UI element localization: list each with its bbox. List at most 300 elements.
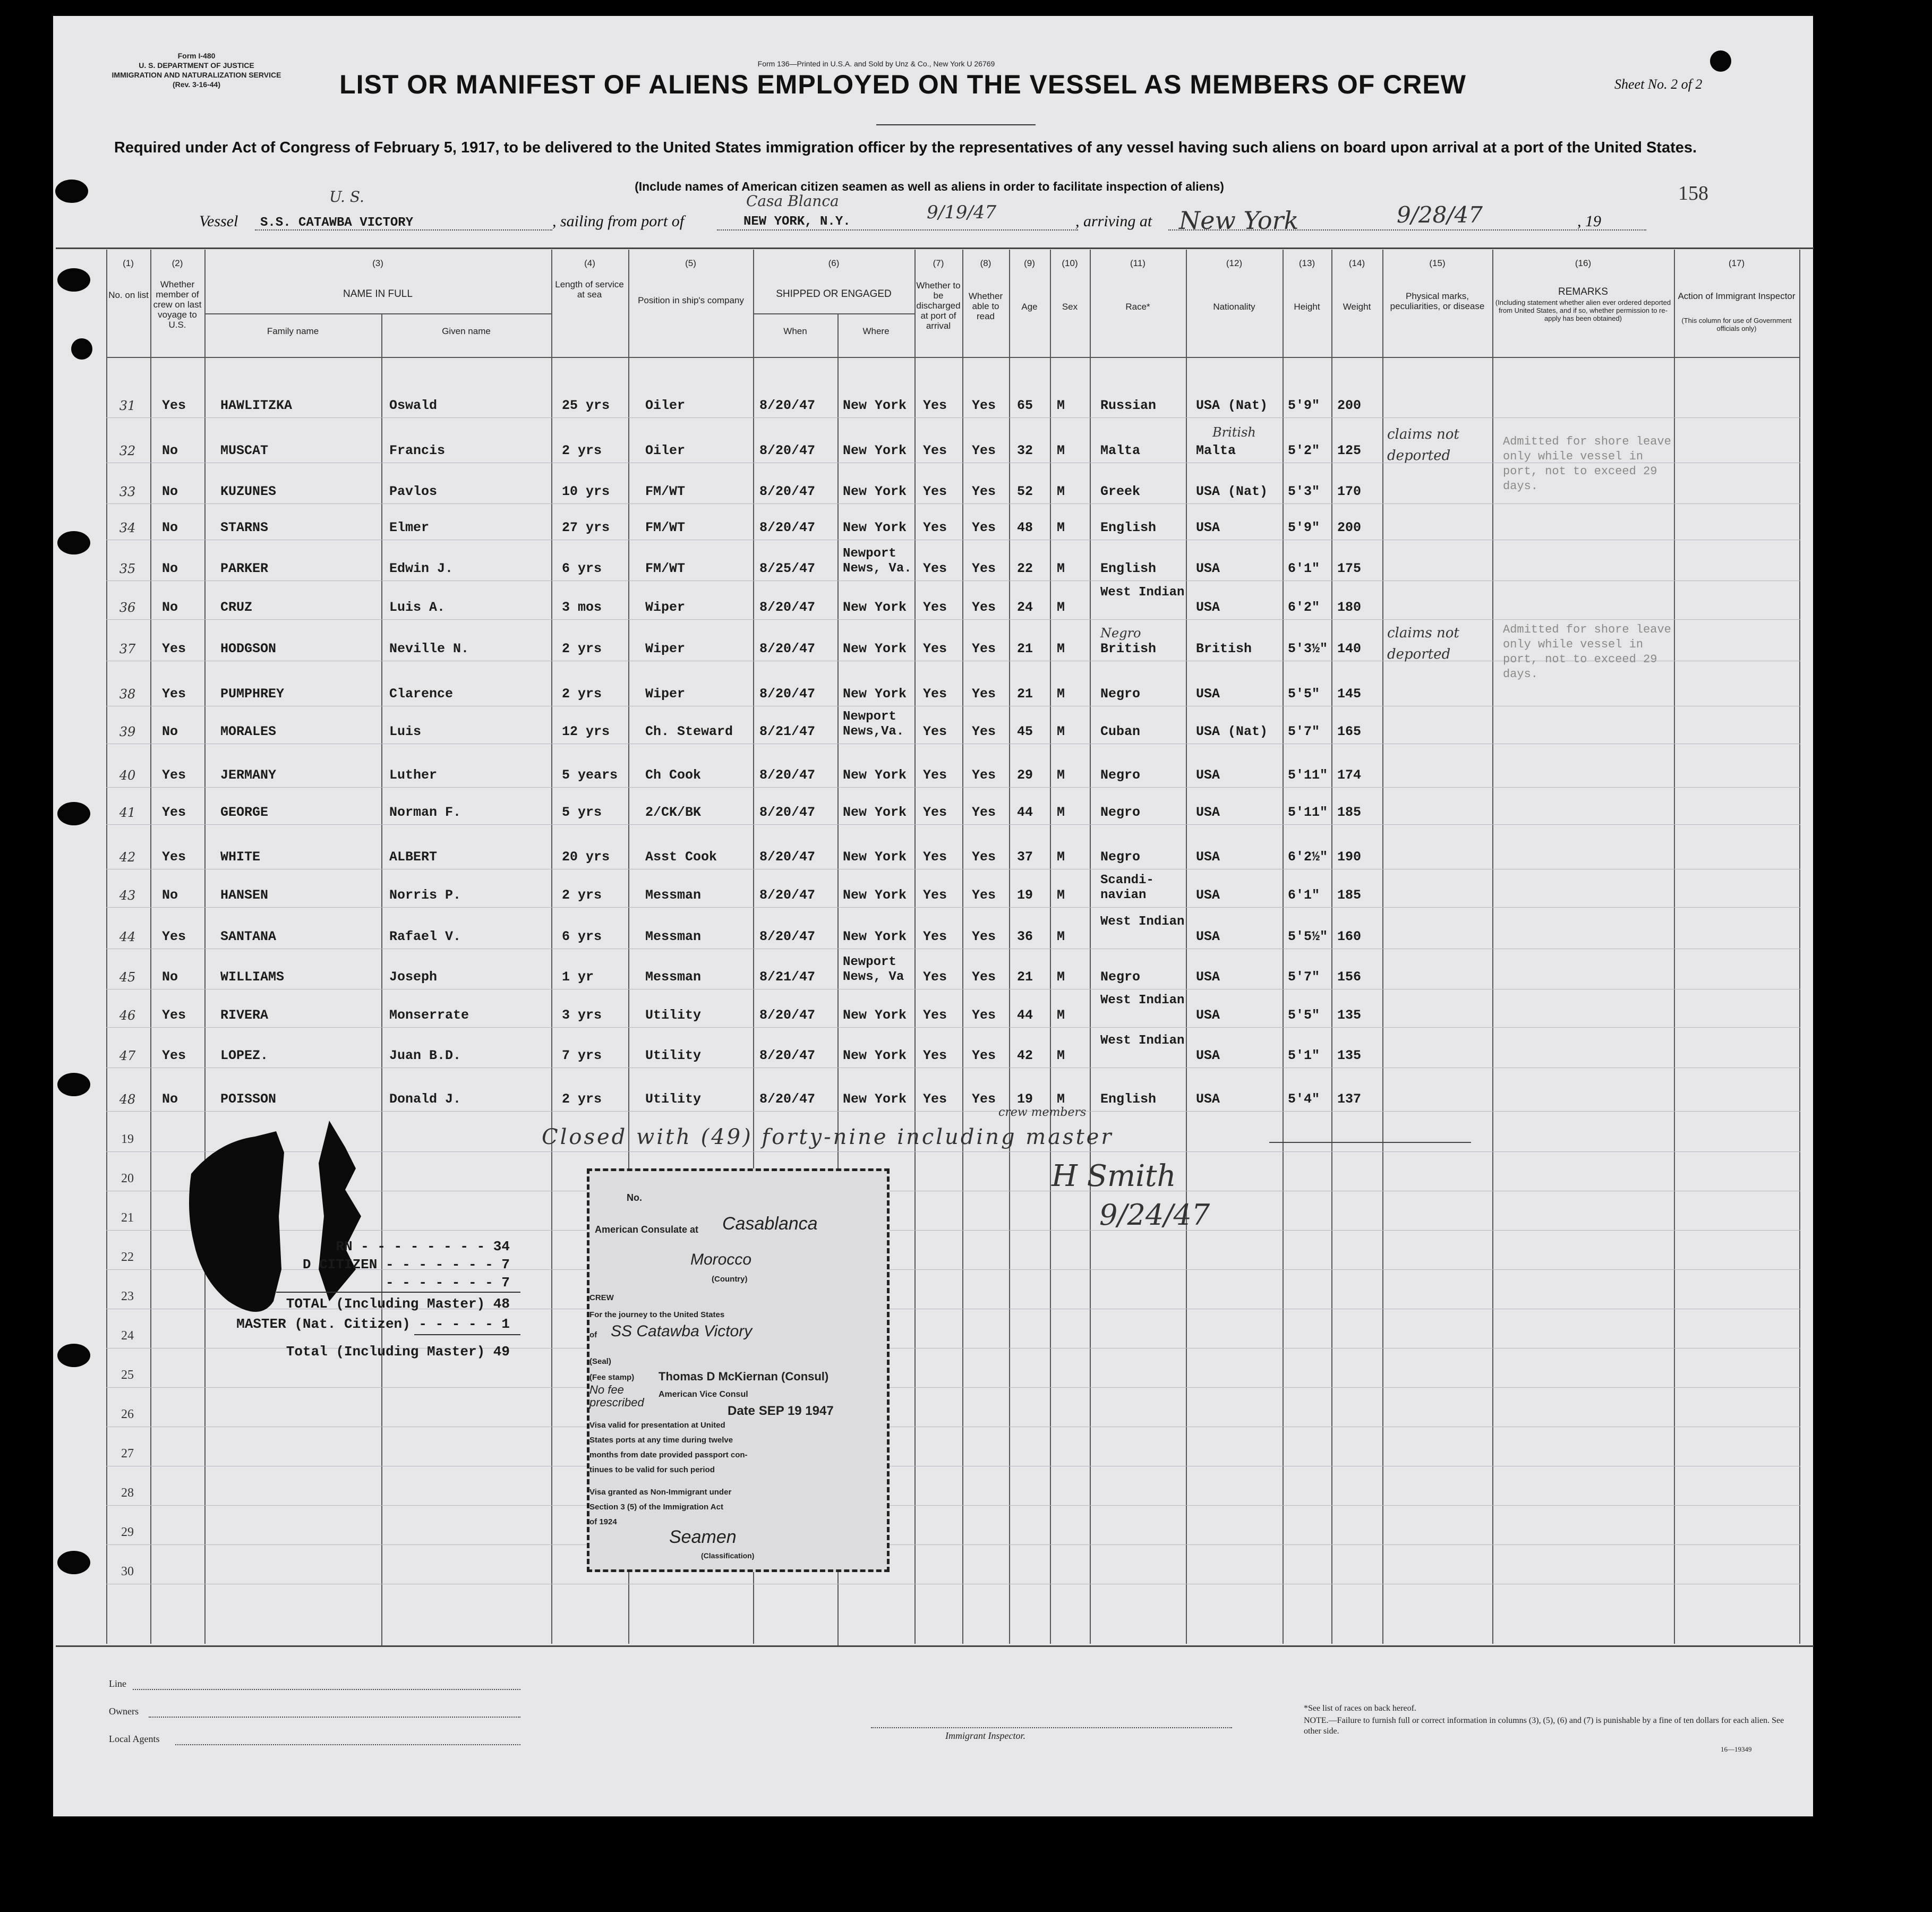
- blank-row-number: 19: [121, 1132, 134, 1146]
- title-rule: [876, 124, 1036, 125]
- remarks-hw-2: claims not deported: [1387, 625, 1459, 662]
- row-age: 37: [1017, 849, 1033, 865]
- row-family-name: WHITE: [220, 849, 261, 865]
- row-height: 5'3½": [1288, 641, 1328, 656]
- row-crew-last-voyage: Yes: [162, 929, 186, 944]
- row-number: 39: [119, 724, 136, 739]
- colnum: (10): [1062, 258, 1078, 268]
- colnum: (16): [1575, 258, 1592, 268]
- row-height: 5'3": [1288, 484, 1320, 499]
- include-note: (Include names of American citizen seamen as well as aliens in order to facilitate inspection of aliens): [635, 180, 1224, 193]
- row-shipped-when: 8/20/47: [759, 887, 816, 903]
- totals-rule: [414, 1334, 520, 1335]
- row-discharged: Yes: [923, 561, 947, 576]
- row-shipped-where: Newport News, Va: [843, 955, 904, 984]
- row-crew-last-voyage: No: [162, 561, 178, 576]
- row-shipped-when: 8/21/47: [759, 724, 816, 739]
- row-weight: 200: [1337, 520, 1362, 535]
- row-height: 5'5": [1288, 1008, 1320, 1023]
- row-discharged: Yes: [923, 849, 947, 865]
- row-number: 32: [119, 443, 136, 458]
- col-divider: [1799, 250, 1800, 1644]
- colnum: (7): [933, 258, 944, 268]
- row-sex: M: [1057, 520, 1065, 535]
- punch-hole: [71, 338, 92, 360]
- shipped-subrule: [753, 313, 914, 314]
- row-length-of-service: 2 yrs: [562, 1091, 602, 1107]
- col-divider: [1009, 250, 1010, 1644]
- colnum: (2): [172, 258, 183, 268]
- row-able-to-read: Yes: [972, 686, 996, 702]
- total-line-5: MASTER (Nat. Citizen) - - - - - 1: [236, 1316, 510, 1332]
- row-position: Oiler: [645, 398, 686, 413]
- row-sex: M: [1057, 969, 1065, 985]
- row-given-name: Luis A.: [389, 600, 446, 615]
- row-discharged: Yes: [923, 887, 947, 903]
- row-shipped-where: New York: [843, 398, 907, 413]
- punch-hole: [57, 1551, 90, 1574]
- punch-hole: [57, 531, 90, 554]
- row-family-name: PARKER: [220, 561, 269, 576]
- total-line-3: - - - - - - - 7: [385, 1275, 510, 1291]
- row-nationality: USA: [1196, 1008, 1220, 1023]
- row-able-to-read: Yes: [972, 849, 996, 865]
- hodgson-race-hw: Negro: [1100, 626, 1141, 641]
- vessel-name: S.S. CATAWBA VICTORY: [260, 216, 414, 230]
- colnum: (14): [1348, 258, 1365, 268]
- row-given-name: Juan B.D.: [389, 1048, 461, 1063]
- row-number: 47: [119, 1048, 136, 1063]
- colnum: (8): [980, 258, 991, 268]
- row-crew-last-voyage: Yes: [162, 1048, 186, 1063]
- blank-row-number: 29: [121, 1525, 134, 1539]
- row-sex: M: [1057, 767, 1065, 783]
- row-sex: M: [1057, 849, 1065, 865]
- row-height: 5'5": [1288, 686, 1320, 702]
- row-sex: M: [1057, 887, 1065, 903]
- row-age: 21: [1017, 686, 1033, 702]
- row-height: 5'2": [1288, 443, 1320, 458]
- row-crew-last-voyage: Yes: [162, 398, 186, 413]
- hdr-position: Position in ship's company: [638, 295, 744, 305]
- row-discharged: Yes: [923, 520, 947, 535]
- row-family-name: WILLIAMS: [220, 969, 285, 985]
- blank-row-number: 28: [121, 1486, 134, 1500]
- stamp-granted-2: Section 3 (5) of the Immigration Act: [589, 1503, 723, 1512]
- row-discharged: Yes: [923, 805, 947, 820]
- col-divider: [962, 250, 963, 1644]
- hdr-remarks: REMARKS: [1558, 286, 1608, 297]
- col-divider: [1331, 250, 1332, 1644]
- colnum: (6): [828, 258, 840, 268]
- row-shipped-where: New York: [843, 484, 907, 499]
- hdr-physical-marks: Physical marks, peculiarities, or disease: [1390, 291, 1485, 311]
- row-length-of-service: 3 mos: [562, 600, 602, 615]
- row-family-name: MUSCAT: [220, 443, 269, 458]
- row-shipped-when: 8/20/47: [759, 767, 816, 783]
- blank-row-number: 22: [121, 1250, 134, 1264]
- row-weight: 125: [1337, 443, 1362, 458]
- row-shipped-when: 8/20/47: [759, 398, 816, 413]
- row-age: 22: [1017, 561, 1033, 576]
- stamp-country-hw: Morocco: [690, 1251, 752, 1268]
- footer-owners-label: Owners: [109, 1706, 139, 1717]
- row-family-name: HAWLITZKA: [220, 398, 293, 413]
- row-discharged: Yes: [923, 686, 947, 702]
- row-number: 34: [119, 520, 136, 535]
- row-number: 38: [119, 687, 136, 702]
- colnum: (1): [123, 258, 134, 268]
- punch-hole: [57, 802, 90, 825]
- row-number: 36: [119, 600, 136, 615]
- row-shipped-when: 8/20/47: [759, 443, 816, 458]
- row-age: 19: [1017, 887, 1033, 903]
- row-weight: 175: [1337, 561, 1362, 576]
- row-weight: 160: [1337, 929, 1362, 944]
- row-age: 52: [1017, 484, 1033, 499]
- row-race: Cuban: [1100, 724, 1141, 739]
- row-length-of-service: 6 yrs: [562, 929, 602, 944]
- year-label: , 19: [1577, 212, 1601, 230]
- row-sex: M: [1057, 600, 1065, 615]
- row-length-of-service: 6 yrs: [562, 561, 602, 576]
- row-length-of-service: 2 yrs: [562, 641, 602, 656]
- row-number: 43: [119, 888, 136, 903]
- totals-rule: [276, 1292, 520, 1293]
- signature-date: 9/24/47: [1099, 1198, 1210, 1232]
- row-able-to-read: Yes: [972, 398, 996, 413]
- row-rule: [106, 1027, 1800, 1028]
- row-crew-last-voyage: Yes: [162, 1008, 186, 1023]
- row-sex: M: [1057, 929, 1065, 944]
- row-discharged: Yes: [923, 600, 947, 615]
- stamp-vessel-hw: SS Catawba Victory: [611, 1322, 753, 1340]
- row-number: 31: [119, 398, 136, 413]
- row-weight: 156: [1337, 969, 1362, 985]
- punch-hole: [57, 268, 90, 292]
- row-shipped-where: Newport News,Va.: [843, 710, 904, 739]
- row-age: 42: [1017, 1048, 1033, 1063]
- row-height: 5'7": [1288, 724, 1320, 739]
- row-family-name: STARNS: [220, 520, 269, 535]
- row-shipped-when: 8/21/47: [759, 969, 816, 985]
- row-position: Utility: [645, 1048, 702, 1063]
- row-position: Asst Cook: [645, 849, 717, 865]
- row-shipped-when: 8/20/47: [759, 686, 816, 702]
- colnum: (3): [372, 258, 383, 268]
- row-number: 44: [119, 929, 136, 944]
- row-weight: 137: [1337, 1091, 1362, 1107]
- row-crew-last-voyage: No: [162, 484, 178, 499]
- row-rule: [106, 824, 1800, 825]
- row-rule: [106, 1505, 1800, 1506]
- hdr-name-in-full: NAME IN FULL: [343, 288, 413, 300]
- row-number: 37: [119, 642, 136, 656]
- row-height: 6'2": [1288, 600, 1320, 615]
- hdr-inspector-note: (This column for use of Government officials only): [1681, 317, 1792, 332]
- row-race: English: [1100, 1091, 1157, 1107]
- row-crew-last-voyage: No: [162, 520, 178, 535]
- row-race: West Indian: [1100, 585, 1185, 600]
- row-crew-last-voyage: Yes: [162, 805, 186, 820]
- arriving-port-hw: New York: [1179, 206, 1299, 235]
- hdr-height: Height: [1294, 302, 1320, 312]
- stamp-country: (Country): [712, 1275, 748, 1284]
- row-sex: M: [1057, 805, 1065, 820]
- row-nationality: USA (Nat): [1196, 398, 1268, 413]
- punch-hole: [1710, 50, 1731, 72]
- row-height: 6'1": [1288, 561, 1320, 576]
- row-length-of-service: 3 yrs: [562, 1008, 602, 1023]
- table-top-rule: [56, 247, 1814, 249]
- row-age: 24: [1017, 600, 1033, 615]
- row-number: 35: [119, 561, 136, 576]
- row-shipped-where: New York: [843, 520, 907, 535]
- row-rule: [106, 907, 1800, 908]
- remarks-stamp-1: Admitted for shore leave only while vessel in port, not to exceed 29 days.: [1503, 435, 1671, 493]
- blank-row-number: 25: [121, 1368, 134, 1382]
- row-position: FM/WT: [645, 561, 686, 576]
- sailing-port: NEW YORK, N.Y.: [743, 215, 851, 229]
- row-nationality: USA: [1196, 929, 1220, 944]
- footer-note: NOTE.—Failure to furnish full or correct information in columns (3), (5), (6) and (7) is punishable by a fine of ten dollars for each alien. See other side.: [1304, 1716, 1784, 1736]
- row-crew-last-voyage: No: [162, 724, 178, 739]
- colnum: (12): [1226, 258, 1243, 268]
- row-height: 5'7": [1288, 969, 1320, 985]
- row-able-to-read: Yes: [972, 484, 996, 499]
- row-shipped-when: 8/20/47: [759, 929, 816, 944]
- row-crew-last-voyage: Yes: [162, 641, 186, 656]
- row-race: Negro: [1100, 849, 1141, 865]
- row-sex: M: [1057, 1008, 1065, 1023]
- row-shipped-when: 8/20/47: [759, 849, 816, 865]
- row-shipped-when: 8/20/47: [759, 484, 816, 499]
- row-race: Negro: [1100, 686, 1141, 702]
- row-number: 42: [119, 850, 136, 865]
- row-sex: M: [1057, 1091, 1065, 1107]
- row-given-name: Norris P.: [389, 887, 461, 903]
- row-able-to-read: Yes: [972, 969, 996, 985]
- sailing-port-hw: Casa Blanca: [746, 192, 839, 210]
- stamp-crew: CREW: [589, 1293, 614, 1302]
- row-shipped-where: New York: [843, 600, 907, 615]
- colnum: (9): [1024, 258, 1035, 268]
- row-length-of-service: 5 years: [562, 767, 618, 783]
- row-position: Utility: [645, 1091, 702, 1107]
- row-given-name: Rafael V.: [389, 929, 461, 944]
- printer-line: Form 136—Printed in U.S.A. and Sold by Unz & Co., New York U 26769: [757, 59, 995, 68]
- row-given-name: Elmer: [389, 520, 430, 535]
- stamp-no: No.: [627, 1192, 642, 1203]
- row-age: 44: [1017, 805, 1033, 820]
- hdr-given-name: Given name: [442, 326, 491, 336]
- row-number: 41: [119, 805, 136, 820]
- row-nationality: USA: [1196, 849, 1220, 865]
- table-bottom-rule: [56, 1645, 1814, 1647]
- row-family-name: KUZUNES: [220, 484, 277, 499]
- row-rule: [106, 787, 1800, 788]
- col-divider: [551, 250, 552, 1644]
- stamp-date: Date SEP 19 1947: [728, 1404, 834, 1418]
- stamp-granted-3: of 1924: [589, 1517, 617, 1526]
- footer-agents-label: Local Agents: [109, 1734, 160, 1744]
- row-sex: M: [1057, 443, 1065, 458]
- row-weight: 135: [1337, 1008, 1362, 1023]
- row-sex: M: [1057, 398, 1065, 413]
- row-age: 44: [1017, 1008, 1033, 1023]
- col-divider: [1186, 250, 1187, 1644]
- stamp-consulate: American Consulate at: [595, 1224, 699, 1235]
- row-given-name: Neville N.: [389, 641, 469, 656]
- row-number: 45: [119, 970, 136, 985]
- stamp-valid-3: months from date provided passport con-: [589, 1450, 748, 1459]
- row-able-to-read: Yes: [972, 1048, 996, 1063]
- row-rule: [106, 1544, 1800, 1545]
- row-shipped-where: Newport News, Va.: [843, 547, 912, 576]
- row-length-of-service: 2 yrs: [562, 443, 602, 458]
- consular-visa-stamp: [587, 1168, 890, 1572]
- vessel-underline: [255, 229, 552, 231]
- row-age: 29: [1017, 767, 1033, 783]
- col-divider: [1283, 250, 1284, 1644]
- row-number: 46: [119, 1008, 136, 1023]
- row-rule: [106, 503, 1800, 504]
- stamp-journey: For the journey to the United States: [589, 1310, 725, 1319]
- row-nationality: USA: [1196, 1048, 1220, 1063]
- stamp-fee: (Fee stamp): [589, 1373, 635, 1382]
- colnum: (17): [1728, 258, 1745, 268]
- row-sex: M: [1057, 1048, 1065, 1063]
- row-able-to-read: Yes: [972, 887, 996, 903]
- inspector-signature: H Smith: [1052, 1159, 1176, 1193]
- colnum: (13): [1298, 258, 1315, 268]
- row-given-name: Donald J.: [389, 1091, 461, 1107]
- header-bottom-rule: [106, 357, 1800, 358]
- row-nationality: USA: [1196, 887, 1220, 903]
- row-able-to-read: Yes: [972, 1091, 996, 1107]
- row-length-of-service: 20 yrs: [562, 849, 610, 865]
- row-height: 5'11": [1288, 805, 1328, 820]
- remarks-stamp-2: Admitted for shore leave only while vessel in port, not to exceed 29 days.: [1503, 623, 1671, 681]
- sailing-date-hw: 9/19/47: [927, 202, 997, 223]
- closing-note-hw: Closed with (49) forty-nine including master: [542, 1125, 1114, 1149]
- arriving-date-hw: 9/28/47: [1397, 202, 1483, 228]
- row-weight: 185: [1337, 805, 1362, 820]
- hdr-weight: Weight: [1343, 302, 1371, 312]
- punch-hole: [57, 1344, 90, 1367]
- row-able-to-read: Yes: [972, 600, 996, 615]
- row-family-name: CRUZ: [220, 600, 253, 615]
- row-position: Wiper: [645, 641, 686, 656]
- total-line-1: RN - - - - - - - - 34: [336, 1239, 510, 1254]
- hdr-shipped: SHIPPED OR ENGAGED: [776, 288, 892, 300]
- punch-hole: [55, 180, 88, 203]
- row-family-name: PUMPHREY: [220, 686, 285, 702]
- row-nationality: USA: [1196, 805, 1220, 820]
- row-position: Wiper: [645, 686, 686, 702]
- stamp-valid-4: tinues to be valid for such period: [589, 1465, 715, 1474]
- row-shipped-when: 8/20/47: [759, 641, 816, 656]
- row-length-of-service: 1 yr: [562, 969, 594, 985]
- row-given-name: Joseph: [389, 969, 438, 985]
- row-race: Negro: [1100, 969, 1141, 985]
- row-age: 45: [1017, 724, 1033, 739]
- row-weight: 174: [1337, 767, 1362, 783]
- col-divider: [914, 250, 916, 1644]
- row-given-name: Edwin J.: [389, 561, 454, 576]
- sailing-label: , sailing from port of: [552, 212, 685, 230]
- row-weight: 165: [1337, 724, 1362, 739]
- row-shipped-when: 8/20/47: [759, 805, 816, 820]
- vessel-note-hw: U. S.: [329, 188, 364, 206]
- row-nationality: USA: [1196, 520, 1220, 535]
- blank-row-number: 23: [121, 1290, 134, 1303]
- row-race: Russian: [1100, 398, 1157, 413]
- row-sex: M: [1057, 686, 1065, 702]
- row-race: Negro: [1100, 767, 1141, 783]
- row-family-name: JERMANY: [220, 767, 277, 783]
- row-nationality: USA: [1196, 767, 1220, 783]
- row-length-of-service: 2 yrs: [562, 887, 602, 903]
- blank-row-number: 30: [121, 1565, 134, 1578]
- row-crew-last-voyage: No: [162, 887, 178, 903]
- page-title: LIST OR MANIFEST OF ALIENS EMPLOYED ON THE VESSEL AS MEMBERS OF CREW: [339, 70, 1466, 99]
- row-nationality: USA (Nat): [1196, 724, 1268, 739]
- col-divider: [1382, 250, 1383, 1644]
- row-able-to-read: Yes: [972, 641, 996, 656]
- row-family-name: SANTANA: [220, 929, 277, 944]
- row-race: Greek: [1100, 484, 1141, 499]
- row-able-to-read: Yes: [972, 443, 996, 458]
- row-able-to-read: Yes: [972, 929, 996, 944]
- col-divider: [204, 250, 206, 1644]
- col-divider: [1674, 250, 1675, 1644]
- row-height: 6'1": [1288, 887, 1320, 903]
- stamp-consul: Thomas D McKiernan (Consul): [659, 1370, 829, 1383]
- row-family-name: MORALES: [220, 724, 277, 739]
- stamp-consulate-hw: Casablanca: [722, 1214, 818, 1234]
- row-shipped-when: 8/20/47: [759, 1048, 816, 1063]
- port-underline: [717, 229, 1078, 231]
- row-able-to-read: Yes: [972, 561, 996, 576]
- hdr-race: Race*: [1125, 302, 1150, 312]
- row-nationality: USA (Nat): [1196, 484, 1268, 499]
- colnum: (15): [1429, 258, 1446, 268]
- row-position: 2/CK/BK: [645, 805, 702, 820]
- row-discharged: Yes: [923, 1091, 947, 1107]
- footer-form-code: 16—19349: [1721, 1745, 1752, 1753]
- vessel-label: Vessel: [199, 212, 238, 230]
- row-weight: 170: [1337, 484, 1362, 499]
- row-sex: M: [1057, 641, 1065, 656]
- row-height: 5'9": [1288, 398, 1320, 413]
- blank-row-number: 20: [121, 1172, 134, 1185]
- row-weight: 180: [1337, 600, 1362, 615]
- row-length-of-service: 27 yrs: [562, 520, 610, 535]
- row-discharged: Yes: [923, 929, 947, 944]
- hdr-length-service: Length of service at sea: [555, 279, 624, 300]
- row-given-name: ALBERT: [389, 849, 438, 865]
- row-race: English: [1100, 520, 1157, 535]
- row-length-of-service: 7 yrs: [562, 1048, 602, 1063]
- row-position: Utility: [645, 1008, 702, 1023]
- row-race: West Indian: [1100, 993, 1185, 1008]
- row-nationality: USA: [1196, 969, 1220, 985]
- stamp-classification: (Classification): [701, 1551, 755, 1560]
- row-age: 65: [1017, 398, 1033, 413]
- row-shipped-when: 8/20/47: [759, 1008, 816, 1023]
- arriving-label: , arriving at: [1075, 212, 1152, 230]
